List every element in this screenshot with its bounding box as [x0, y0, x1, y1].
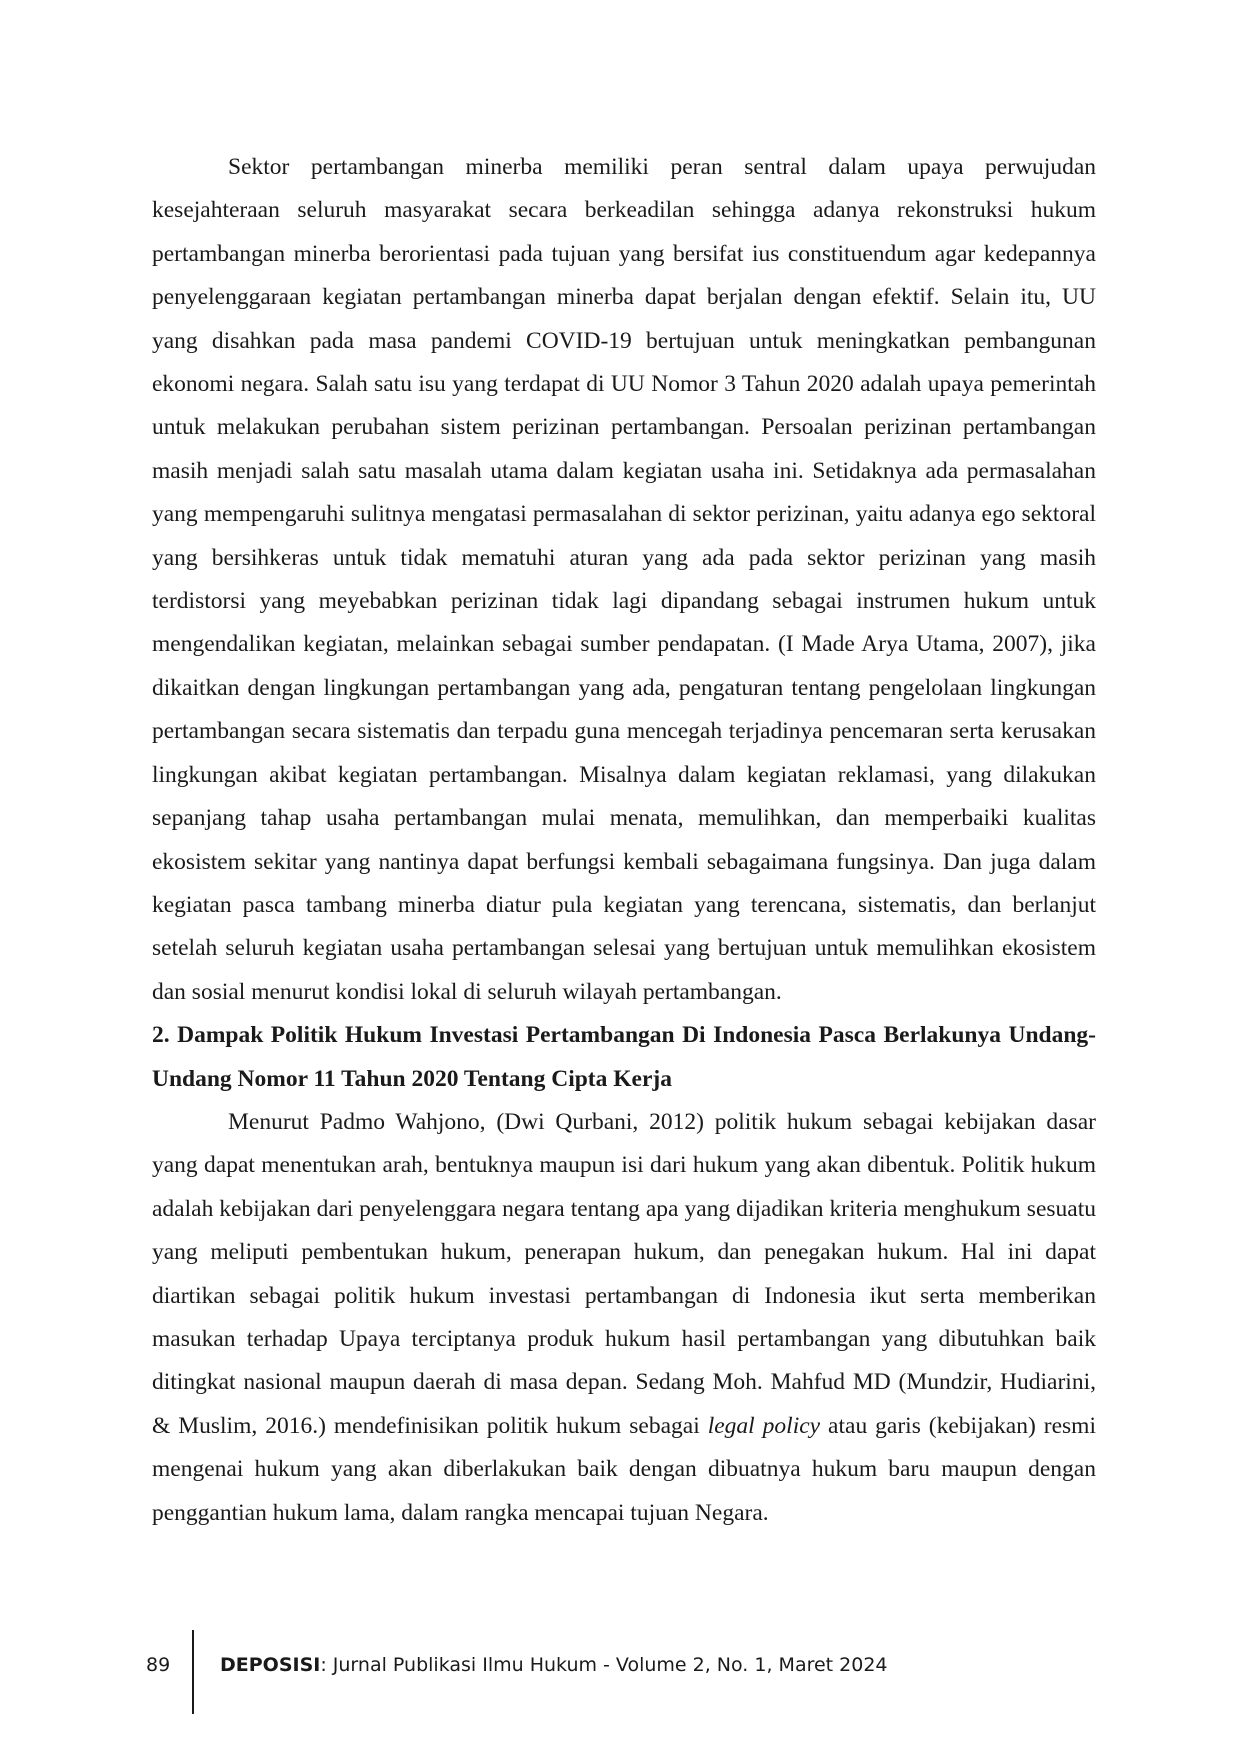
journal-details: : Jurnal Publikasi Ilmu Hukum - Volume 2, No. 1, Maret 2024: [320, 1654, 888, 1676]
footer-divider: [192, 1630, 194, 1714]
paragraph-politik-hukum: [152, 1101, 1096, 1535]
page-footer: [146, 1630, 888, 1714]
paragraph-politik-hukum-part1: Menurut Padmo Wahjono, (Dwi Qurbani, 2012) politik hukum sebagai kebijakan dasar yang dapat menentukan arah, bentuknya maupun isi dari hukum yang akan dibentuk. Politik hukum adalah kebijakan dari penyelenggara negara tentang apa yang dijadikan kriteria menghukum sesuatu yang meliputi pembentukan hukum, penerapan hukum, dan penegakan hukum. Hal ini dapat diartikan sebagai politik hukum investasi pertambangan di Indonesia ikut serta memberikan masukan terhadap Upaya terciptanya produk hukum hasil pertambangan yang dibutuhkan baik ditingkat nasional maupun daerah di masa depan. Sedang Moh. Mahfud MD (Mundzir, Hudiarini, & Muslim, 2016.) mendefinisikan politik hukum sebagai: [152, 1108, 1096, 1439]
paragraph-politik-hukum-part2: atau garis (kebijakan) resmi mengenai hukum yang akan diberlakukan baik dengan dibuatnya hukum baru maupun dengan penggantian hukum lama, dalam rangka mencapai tujuan Negara.: [152, 1412, 1096, 1526]
page-number: 89: [146, 1654, 171, 1676]
italic-term-legal-policy: legal policy: [707, 1412, 821, 1439]
section-heading-text: Dampak Politik Hukum Investasi Pertambangan Di Indonesia Pasca Berlakunya Undang-Undang Nomor 11 Tahun 2020 Tentang Cipta Kerja: [152, 1022, 1096, 1092]
section-heading-number: 2.: [152, 1022, 170, 1049]
journal-citation: [220, 1654, 888, 1690]
page-body: [152, 146, 1096, 1535]
section-heading: [152, 1014, 1096, 1101]
paragraph-sektor-pertambangan: Sektor pertambangan minerba memiliki peran sentral dalam upaya perwujudan kesejahteraan seluruh masyarakat secara berkeadilan sehingga adanya rekonstruksi hukum pertambangan minerba berorientasi pada tujuan yang bersifat ius constituendum agar kedepannya penyelenggaraan kegiatan pertambangan minerba dapat berjalan dengan efektif. Selain itu, UU yang disahkan pada masa pandemi COVID-19 bertujuan untuk meningkatkan pembangunan ekonomi negara. Salah satu isu yang terdapat di UU Nomor 3 Tahun 2020 adalah upaya pemerintah untuk melakukan perubahan sistem perizinan pertambangan. Persoalan perizinan pertambangan masih menjadi salah satu masalah utama dalam kegiatan usaha ini. Setidaknya ada permasalahan yang mempengaruhi sulitnya mengatasi permasalahan di sektor perizinan, yaitu adanya ego sektoral yang bersihkeras untuk tidak mematuhi aturan yang ada pada sektor perizinan yang masih terdistorsi yang meyebabkan perizinan tidak lagi dipandang sebagai instrumen hukum untuk mengendalikan kegiatan, melainkan sebagai sumber pendapatan. (I Made Arya Utama, 2007), jika dikaitkan dengan lingkungan pertambangan yang ada, pengaturan tentang pengelolaan lingkungan pertambangan secara sistematis dan terpadu guna mencegah terjadinya pencemaran serta kerusakan lingkungan akibat kegiatan pertambangan. Misalnya dalam kegiatan reklamasi, yang dilakukan sepanjang tahap usaha pertambangan mulai menata, memulihkan, dan memperbaiki kualitas ekosistem sekitar yang nantinya dapat berfungsi kembali sebagaimana fungsinya. Dan juga dalam kegiatan pasca tambang minerba diatur pula kegiatan yang terencana, sistematis, dan berlanjut setelah seluruh kegiatan usaha pertambangan selesai yang bertujuan untuk memulihkan ekosistem dan sosial menurut kondisi lokal di seluruh wilayah pertambangan.: [152, 154, 1096, 1005]
journal-name: DEPOSISI: [220, 1654, 321, 1676]
